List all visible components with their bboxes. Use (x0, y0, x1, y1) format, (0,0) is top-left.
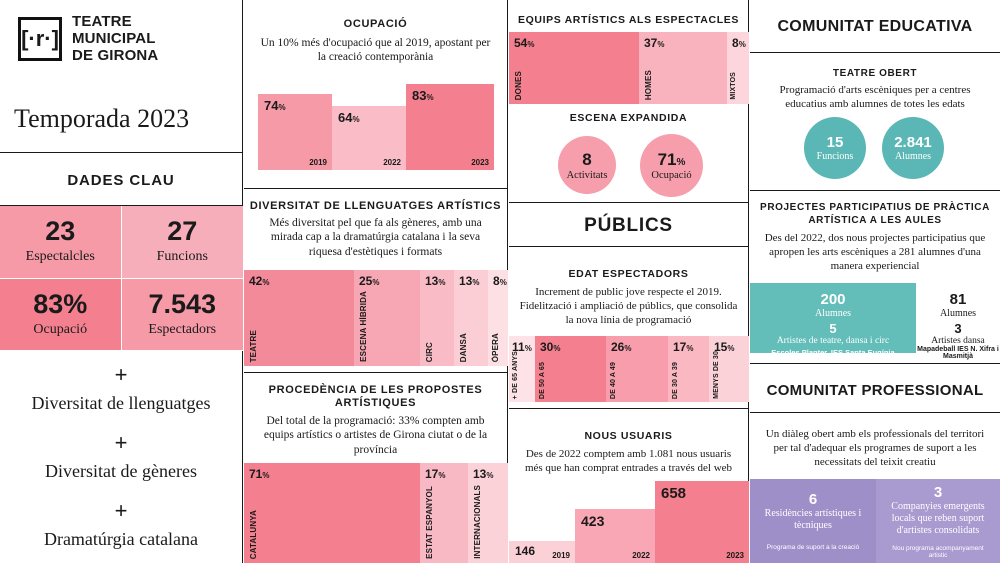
title-ocupacio: OCUPACIÓ (343, 18, 408, 30)
segment-escena-hibrida (354, 270, 420, 366)
block-label-2: Artistes dansa (931, 335, 985, 346)
segment-mixtos (727, 32, 749, 104)
segment-teatre (244, 270, 354, 366)
divider (750, 52, 1000, 53)
divider (509, 408, 748, 409)
segment-value: 15% (714, 340, 735, 354)
block-num-2: 5 (829, 320, 837, 336)
logo-line-1: TEATRE (72, 13, 132, 30)
segment-value: 26% (611, 340, 632, 354)
bar-year: 2022 (383, 158, 401, 167)
bar-2023 (406, 84, 494, 170)
header-comunitat-professional: COMUNITAT PROFESSIONAL (766, 382, 984, 399)
segment-value: 42% (249, 274, 270, 288)
segment-label: HOMES (644, 69, 653, 100)
logo-text (72, 14, 158, 64)
segment-label: MENYS DE 30 (713, 351, 720, 399)
kpi-espectadors (122, 279, 244, 352)
segment-label: MIXTOS (730, 72, 737, 100)
segment-homes (639, 32, 727, 104)
bar-value: 74% (264, 98, 286, 113)
segment-label: CATALUNYA (249, 509, 258, 559)
kpi-grid (0, 206, 243, 351)
circle-value: 2.841 (894, 134, 932, 151)
segment-dansa (454, 270, 488, 366)
block-num-2: 3 (954, 320, 962, 336)
kpi-label: Ocupació (33, 321, 88, 337)
column-dades-clau (0, 0, 243, 563)
title-edat-espectadors: EDAT ESPECTADORS (568, 268, 689, 280)
segment-value: 54% (514, 36, 535, 50)
circle-funcions (804, 117, 866, 179)
text-edat-espectadors: Increment de public jove respecte el 2019. Fidelització i ampliació de públics, que consolida la nova línia de programació (519, 286, 738, 326)
divider (750, 190, 1000, 191)
bar-2019 (509, 541, 575, 563)
circle-value: 71% (657, 150, 686, 169)
segment-value: 13% (425, 274, 446, 288)
block-num-1: 200 (820, 290, 846, 308)
circle-alumnes (882, 117, 944, 179)
segment-30-39 (668, 336, 709, 402)
segment-opera (488, 270, 508, 366)
title-diversitat: DIVERSITAT DE LLENGUATGES ARTÍSTICS (249, 200, 502, 212)
divider (750, 363, 1000, 364)
segment-50-65 (535, 336, 606, 402)
highlight-generes: Diversitat de gèneres (45, 461, 197, 481)
title-escena-expandida: ESCENA EXPANDIDA (569, 112, 688, 124)
segment-internacionals (468, 463, 508, 563)
block-label-1: Alumnes (814, 307, 852, 319)
segment-label: + DE 65 ANYS (512, 350, 519, 399)
plus-sign-3: + (114, 498, 128, 523)
footer-escoles-planter: Escoles Planter, IES Santa Eugínia (771, 348, 895, 357)
chart-nous-usuaris (509, 475, 749, 563)
title-nous-usuaris: NOUS USUARIS (584, 430, 673, 442)
column-publics (509, 0, 749, 563)
season-title: Temporada 2023 (14, 104, 190, 133)
segment-label: DONES (514, 70, 523, 100)
highlight-llenguatges: Diversitat de llenguatges (31, 393, 211, 413)
kpi-espectacles (0, 206, 122, 279)
segment-value: 8% (493, 274, 507, 288)
segment-value: 13% (459, 274, 480, 288)
block-companyies (876, 479, 1000, 563)
divider (244, 188, 507, 189)
text-diversitat: Més diversitat pel que fa als gèneres, amb una mirada cap a la dramatúrgia catalana i la seva riquesa d'estètiques i formats (269, 217, 482, 258)
bar-2022 (575, 509, 655, 563)
segment-value: 25% (359, 274, 380, 288)
title-procedencia: PROCEDÈNCIA DE LES PROPOSTES ARTÍSTIQUES (268, 384, 483, 410)
block-label-1: Alumnes (939, 307, 977, 319)
block-label-2: Artistes de teatre, dansa i circ (776, 335, 890, 346)
logo-mark: [·r·] (18, 17, 62, 61)
logo-line-3: DE GIRONA (72, 46, 159, 64)
column-programacio (244, 0, 508, 563)
segment-value: 30% (540, 340, 561, 354)
segment-value: 17% (425, 467, 446, 481)
segment-menys-30 (709, 336, 749, 402)
kpi-ocupacio (0, 279, 122, 352)
segment-label: INTERNACIONALS (473, 485, 482, 559)
divider (509, 246, 748, 247)
text-teatre-obert: Programació d'arts escèniques per a centres educatius amb alumnes de totes les edats (779, 84, 971, 110)
segment-value: 8% (732, 36, 746, 50)
divider (244, 372, 507, 373)
chart-ocupacio (244, 76, 507, 170)
column-comunitat (750, 0, 1000, 563)
circle-ocupacio (640, 134, 703, 197)
plus-sign-1: + (114, 362, 128, 387)
title-projectes-participatius: PROJECTES PARTICIPATIUS DE PRÀCTICA ARTÍSTICA A LES AULES (760, 202, 990, 226)
block-num-1: 81 (949, 290, 967, 308)
segment-value: 37% (644, 36, 665, 50)
block-label: Companyies emergents locals que reben suport d'artistes consolidats (891, 500, 985, 536)
logo (18, 14, 158, 64)
segment-catalunya (244, 463, 420, 563)
bar-value: 64% (338, 110, 360, 125)
segment-label: TEATRE (249, 329, 258, 362)
block-footer: Programa de suport a la creació (766, 544, 860, 551)
segment-label: ESCENA HÍBRIDA (359, 291, 368, 362)
segment-label: DE 40 A 49 (610, 361, 617, 399)
kpi-label: Espectalcles (25, 249, 95, 265)
chart-diversitat-llenguatges (244, 270, 508, 366)
bar-value: 83% (412, 88, 434, 103)
header-publics: PÚBLICS (584, 215, 673, 236)
chart-equips-artistics (509, 32, 749, 104)
segment-label: DANSA (459, 332, 468, 362)
segment-label: CIRC (425, 341, 434, 362)
logo-line-2: MUNICIPAL (72, 29, 156, 47)
text-comunitat-professional: Un diàleg obert amb els professionals del territori per tal d'adequar els programes de suport a les necessitats del teixit creatiu (765, 428, 985, 468)
header-comunitat-educativa: COMUNITAT EDUCATIVA (777, 18, 973, 35)
kpi-value: 27 (167, 216, 198, 247)
bar-year: 2019 (552, 551, 570, 560)
circle-label: Alumnes (894, 151, 932, 162)
segment-label: DE 50 A 65 (539, 361, 546, 399)
kpi-value: 23 (45, 216, 76, 247)
text-ocupacio: Un 10% més d'ocupació que al 2019, apostant per la creació contemporània (260, 37, 491, 64)
bar-year: 2022 (632, 551, 650, 560)
chart-procedencia (244, 463, 508, 563)
block-escoles-planter (750, 283, 916, 353)
bar-year: 2019 (309, 158, 327, 167)
block-num: 3 (933, 483, 943, 501)
bar-2022 (332, 106, 406, 170)
title-equips-artistics: EQUIPS ARTÍSTICS ALS ESPECTACLES (517, 14, 740, 26)
segment-value: 17% (673, 340, 694, 354)
block-label: Residències artístiques i tècniques (764, 508, 862, 531)
bar-year: 2023 (471, 158, 489, 167)
circle-label: Funcions (816, 151, 854, 162)
divider (750, 412, 1000, 413)
highlight-dramaturgia: Dramatúrgia catalana (43, 529, 199, 549)
kpi-label: Funcions (156, 249, 208, 265)
circle-activitats (558, 136, 616, 194)
block-num: 6 (808, 491, 818, 508)
divider (0, 152, 242, 153)
segment-value: 13% (473, 467, 494, 481)
segment-label: DE 30 A 39 (672, 361, 679, 399)
circle-label: Ocupació (651, 170, 692, 181)
segment-circ (420, 270, 454, 366)
text-nous-usuaris: Des de 2022 comptem amb 1.081 nous usuaris més que han comprat entrades a través del web (524, 448, 733, 474)
block-residencies (750, 479, 876, 563)
circle-value: 15 (826, 134, 844, 151)
segment-label: ESTAT ESPANYOL (425, 486, 434, 559)
kpi-value: 83% (33, 288, 88, 319)
circle-value: 8 (582, 149, 592, 169)
footer-mapadeball: Mapadeball IES N. Xifra i Masmitjà (917, 346, 999, 360)
bar-2019 (258, 94, 332, 170)
section-title-dades-clau: DADES CLAU (67, 172, 175, 189)
segment-value: 11% (512, 340, 532, 354)
bar-year: 2023 (726, 551, 744, 560)
chart-edat-espectadors (509, 336, 749, 402)
segment-value: 71% (249, 467, 270, 481)
text-projectes-participatius: Des del 2022, dos nous projectes participatius que apropen les arts escèniques a 281 alumnes d'una manera experiencial (764, 232, 986, 272)
plus-sign-2: + (114, 430, 128, 455)
bar-value: 423 (581, 513, 605, 529)
divider (509, 202, 748, 203)
circle-label: Activitats (566, 169, 608, 181)
segment-40-49 (606, 336, 668, 402)
segment-label: ÒPERA (491, 332, 500, 362)
title-teatre-obert: TEATRE OBERT (832, 68, 918, 79)
kpi-funcions (122, 206, 244, 279)
bar-2023 (655, 481, 749, 563)
kpi-label: Espectadors (148, 321, 217, 337)
block-footer: Nou programa acompanyament artistic (892, 544, 984, 559)
segment-mes-65 (509, 336, 535, 402)
text-procedencia: Del total de la programació: 33% compten amb equips artístics o artistes de Girona ciutat o de la província (263, 415, 488, 456)
bar-value: 658 (661, 485, 687, 502)
segment-estat-espanyol (420, 463, 468, 563)
segment-dones (509, 32, 639, 104)
bar-value: 146 (515, 544, 536, 558)
kpi-value: 7.543 (148, 288, 217, 319)
block-mapadeball (916, 283, 1000, 353)
